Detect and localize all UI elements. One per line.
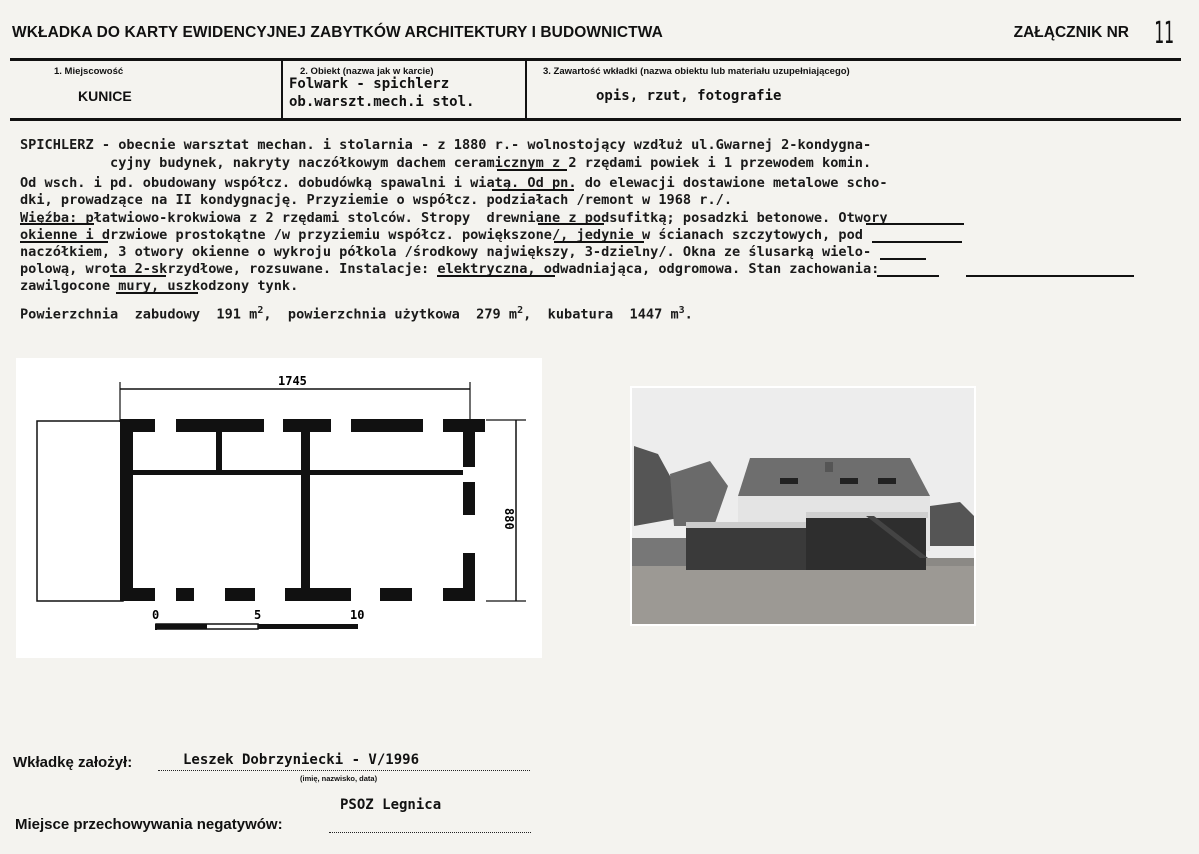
volume: , kubatura 1447 m xyxy=(523,306,679,323)
underline-mury xyxy=(116,292,198,294)
volume-end: . xyxy=(684,306,693,323)
annex-number: 11 xyxy=(1154,16,1174,51)
description-line-2: cyjny budynek, nakryty naczółkowym dachem ceramicznym z 2 rzędami powiek i 1 przewodem komin. xyxy=(20,155,872,171)
description-line-5: Więźba: płatwiowo-krokwiowa z 2 rzędami stolców. Stropy drewniane z podsufitką; posadzki betonowe. Otwory xyxy=(20,210,888,226)
floor-plan-drawing xyxy=(16,358,542,658)
volume-unit-sup: 3 xyxy=(678,305,685,316)
building-photo xyxy=(630,386,976,626)
founder-label: Wkładkę założył: xyxy=(13,754,133,771)
walls xyxy=(120,419,485,601)
place-label: 1. Miejscowość xyxy=(54,66,124,77)
cell-divider-1 xyxy=(281,58,283,118)
object-value-line-2: ob.warszt.mech.i stol. xyxy=(289,94,475,110)
underline-stan xyxy=(966,275,1134,277)
area-built: Powierzchnia zabudowy 191 m xyxy=(20,306,258,323)
cell-divider-2 xyxy=(525,58,527,118)
underline-dachem xyxy=(497,169,567,171)
underline-wrota xyxy=(110,275,166,277)
place-value: KUNICE xyxy=(78,88,132,104)
underline-scianach xyxy=(872,241,962,243)
area-built-unit-sup: 2 xyxy=(257,305,264,316)
description-line-1: SPICHLERZ - obecnie warsztat mechan. i stolarnia - z 1880 r.- wolnostojący wzdłuż ul.Gwarnej 2-kondygna- xyxy=(20,137,872,153)
description-line-9: zawilgocone mury, uszkodzony tynk. xyxy=(20,278,299,294)
scale-tick-5: 5 xyxy=(254,608,262,622)
founder-value: Leszek Dobrzyniecki - V/1996 xyxy=(183,752,420,768)
object-value-line-1: Folwark - spichlerz xyxy=(289,76,450,92)
storage-dotted-line xyxy=(329,832,531,833)
header-rule-top xyxy=(10,58,1181,61)
area-usable-unit-sup: 2 xyxy=(517,305,524,316)
underline-wspolcz xyxy=(554,241,644,243)
header-rule-bottom xyxy=(10,118,1181,121)
storage-value: PSOZ Legnica xyxy=(340,797,442,813)
description-line-7: naczółkiem, 3 otwory okienne o wykroju półkola /środkowy największy, 3-dzielny/. Okna ze ślusarką wielo- xyxy=(20,244,872,260)
storage-label: Miejsce przechowywania negatywów: xyxy=(15,816,283,833)
area-line xyxy=(20,302,693,324)
underline-instalacje xyxy=(437,275,555,277)
underline-posadzki xyxy=(866,223,964,225)
underline-okna xyxy=(880,258,926,260)
photo-panel xyxy=(630,386,976,626)
shed xyxy=(686,524,806,570)
form-title: WKŁADKA DO KARTY EWIDENCYJNEJ ZABYTKÓW ARCHITEKTURY I BUDOWNICTWA xyxy=(12,24,663,41)
annex-label: ZAŁĄCZNIK NR xyxy=(1013,24,1129,41)
area-usable: , powierzchnia użytkowa 279 m xyxy=(263,306,518,323)
underline-stropy xyxy=(538,223,604,225)
underline-wiezba xyxy=(20,223,94,225)
scale-tick-0: 0 xyxy=(152,608,160,622)
description-line-4: dki, prowadzące na II kondygnację. Przyziemie o współcz. podziałach /remont w 1968 r./. xyxy=(20,192,733,208)
scale-bar xyxy=(156,624,358,630)
underline-otwory xyxy=(20,241,108,243)
description-line-6: okienne i drzwiowe prostokątne /w przyziemiu współcz. powiększone/, jedynie w ścianach szczytowych, pod xyxy=(20,227,863,243)
annex-outline xyxy=(37,421,123,601)
floor-plan-panel xyxy=(16,358,542,658)
object-label: 2. Obiekt (nazwa jak w karcie) xyxy=(300,66,434,77)
underline-odgromowa xyxy=(877,275,939,277)
height-dimension-label: 880 xyxy=(502,508,516,530)
founder-dotted-line xyxy=(158,770,530,771)
scale-tick-10: 10 xyxy=(350,608,365,622)
underline-spawalni xyxy=(492,189,574,191)
description-line-8: polową, wrota 2-skrzydłowe, rozsuwane. Instalacje: elektryczna, odwadniająca, odgromowa. Stan zachowania: xyxy=(20,261,880,277)
description-line-3: Od wsch. i pd. obudowany współcz. dobudówką spawalni i wiatą. Od pn. do elewacji dostawione metalowe scho- xyxy=(20,175,888,191)
width-dimension-label: 1745 xyxy=(278,374,307,388)
roof xyxy=(738,458,930,496)
content-label: 3. Zawartość wkładki (nazwa obiektu lub materiału uzupełniającego) xyxy=(543,66,850,77)
founder-hint: (imię, nazwisko, data) xyxy=(300,774,378,783)
content-value: opis, rzut, fotografie xyxy=(596,88,782,104)
